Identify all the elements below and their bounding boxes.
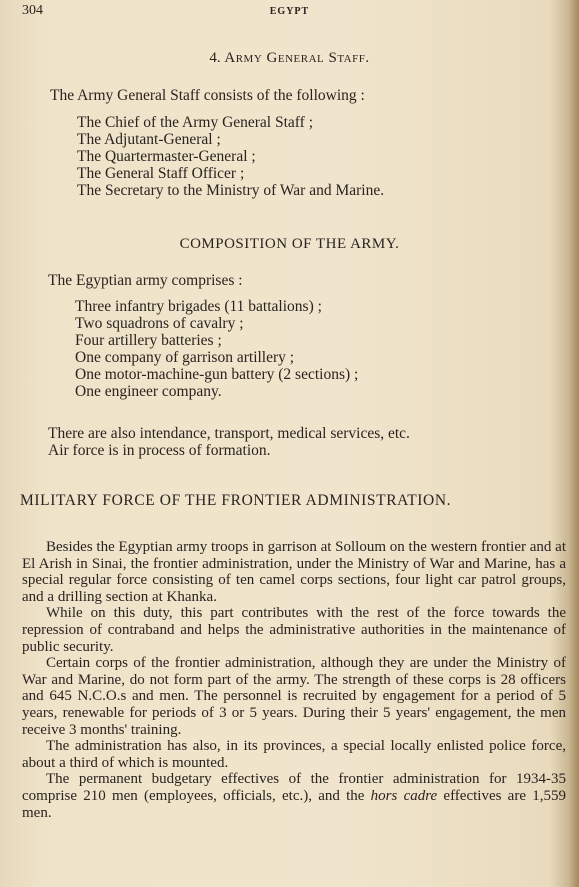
frontier-heading: MILITARY FORCE OF THE FRONTIER ADMINISTRATION.	[20, 492, 452, 509]
section-number: 4.	[209, 50, 221, 66]
list-item: One engineer company.	[75, 383, 222, 400]
general-staff-list	[77, 114, 384, 199]
page-header	[0, 3, 579, 23]
body-paragraph-last	[22, 771, 566, 821]
list-item: The Adjutant-General ;	[77, 131, 221, 148]
composition-note-line: There are also intendance, transport, medical services, etc.	[48, 425, 410, 442]
list-item: The Secretary to the Ministry of War and Marine.	[77, 182, 385, 199]
list-item: One motor-machine-gun battery (2 sections) ;	[75, 366, 359, 383]
section-title-army-general-staff	[0, 50, 579, 67]
page-edge-shadow	[569, 0, 579, 887]
body-paragraph: Besides the Egyptian army troops in garrison at Solloum on the western frontier and at El Arish in Sinai, the frontier administration, under the Ministry of War and Marine, has a special regular force consisting of ten camel corps sections, four light car patrol groups, and a drilling section at Khanka.	[22, 539, 566, 605]
composition-list	[75, 298, 358, 400]
general-staff-intro: The Army General Staff consists of the following :	[50, 87, 365, 104]
frontier-body	[22, 539, 566, 821]
body-paragraph: Certain corps of the frontier administration, although they are under the Ministry of War and Marine, do not form part of the army. The strength of these corps is 28 officers and 645 N.C.O.s and men. The personnel is recruited by engagement for a period of 5 years, renewable for periods of 3 or 5 years. During their 5 years' engagement, the men receive 3 months' training.	[22, 655, 566, 738]
list-item: The General Staff Officer ;	[77, 165, 245, 182]
body-paragraph: While on this duty, this part contributes with the rest of the force towards the repression of contraband and helps the administrative authorities in the maintenance of public security.	[22, 605, 566, 655]
body-paragraph: The administration has also, in its provinces, a special locally enlisted police force, about a third of which is mounted.	[22, 738, 566, 771]
running-head: EGYPT	[269, 6, 310, 17]
list-item: One company of garrison artillery ;	[75, 349, 295, 366]
list-item: Four artillery batteries ;	[75, 332, 222, 349]
composition-intro: The Egyptian army comprises :	[48, 272, 243, 289]
composition-note-line: Air force is in process of formation.	[48, 442, 271, 459]
list-item: Three infantry brigades (11 battalions) ;	[75, 298, 322, 315]
list-item: The Quartermaster-General ;	[77, 148, 256, 165]
page-number: 304	[22, 3, 43, 18]
composition-heading: COMPOSITION OF THE ARMY.	[179, 236, 400, 252]
last-para-italic: hors cadre	[370, 787, 438, 804]
last-para-prefix: The permanent budgetary effectives of the frontier administration for 1934-35 comprise 210 men (employees, officials, etc.), and the	[22, 771, 566, 804]
last-para-suffix: effectives are 1,559 men.	[22, 787, 566, 821]
composition-note	[48, 425, 410, 459]
list-item: The Chief of the Army General Staff ;	[77, 114, 314, 131]
list-item: Two squadrons of cavalry ;	[75, 315, 244, 332]
section-title-text: Army General Staff.	[224, 50, 370, 66]
